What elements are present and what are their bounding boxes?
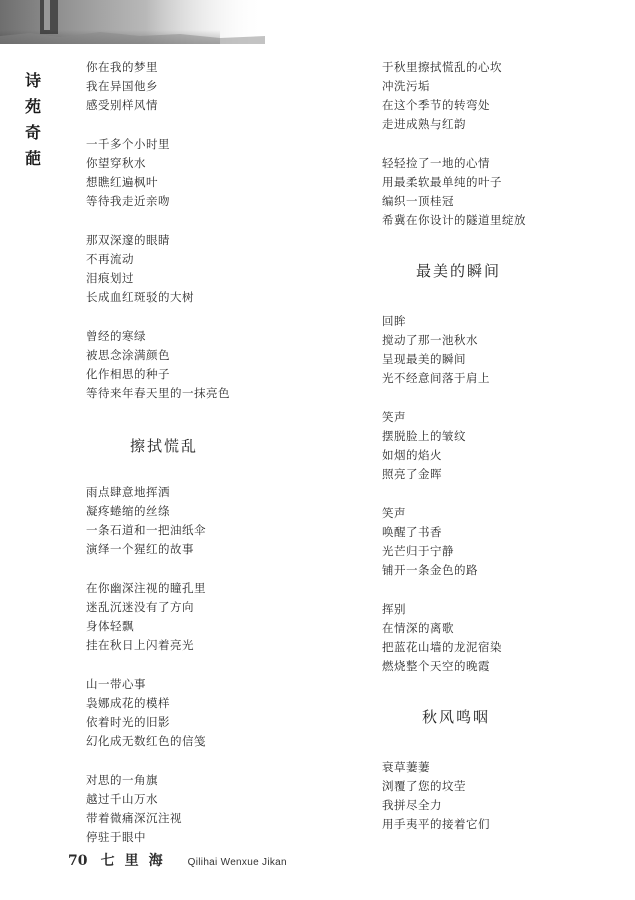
stanza	[86, 483, 316, 559]
poem-line: 那双深邃的眼睛	[86, 233, 170, 247]
poem-line: 等待我走近亲吻	[86, 194, 170, 208]
column-tag-char: 葩	[24, 149, 41, 168]
poem-line: 笑声	[382, 506, 406, 520]
poem-line: 想瞧红遍枫叶	[86, 175, 158, 189]
poem-line: 冲洗污垢	[382, 79, 430, 93]
stanza	[382, 312, 622, 388]
poem-line: 你在我的梦里	[86, 60, 158, 74]
stanza	[86, 231, 316, 307]
stanza	[382, 154, 622, 230]
header-photo	[0, 0, 265, 44]
poem-line: 越过千山万水	[86, 792, 158, 806]
poem-title: 最美的瞬间	[416, 262, 502, 280]
column-tag-char: 苑	[24, 97, 41, 116]
poem-line: 衰草萋萋	[382, 760, 430, 774]
poem-line: 光不经意间落于肩上	[382, 371, 490, 385]
stanza	[382, 504, 622, 580]
column-tag-char: 奇	[24, 123, 41, 142]
poem-line: 一千多个小时里	[86, 137, 170, 151]
stanza	[382, 408, 622, 484]
stanza	[382, 600, 622, 676]
poem-line: 编织一顶桂冠	[382, 194, 454, 208]
poem-line: 在情深的离歌	[382, 621, 454, 635]
poem-line: 我在异国他乡	[86, 79, 158, 93]
poem-line: 长成血红斑驳的大树	[86, 290, 194, 304]
poem-line: 挂在秋日上闪着亮光	[86, 638, 194, 652]
left-column	[86, 58, 316, 847]
column-tag-char: 诗	[24, 71, 41, 90]
poem-line: 依着时光的旧影	[86, 715, 170, 729]
poem-line: 用手夷平的接着它们	[382, 817, 490, 831]
poem-line: 身体轻飘	[86, 619, 134, 633]
poem-line: 感受别样风情	[86, 98, 158, 112]
poem-line: 幻化成无数红色的信笺	[86, 734, 206, 748]
poem-line: 停驻于眼中	[86, 830, 146, 844]
poem-line: 浏覆了您的坟茔	[382, 779, 466, 793]
poem-line: 摆脱脸上的皱纹	[382, 429, 466, 443]
poem-line: 演绎一个猩红的故事	[86, 542, 194, 556]
page-footer	[68, 846, 287, 874]
poem-line: 泪痕划过	[86, 271, 134, 285]
poem-line: 不再流动	[86, 252, 134, 266]
poem-line: 被思念涂满颜色	[86, 348, 170, 362]
poem-line: 把蓝花山墙的龙泥宿染	[382, 640, 502, 654]
poem-line: 呈现最美的瞬间	[382, 352, 466, 366]
stanza	[382, 758, 622, 834]
poem-line: 化作相思的种子	[86, 367, 170, 381]
right-column	[382, 58, 622, 834]
poem-line: 光芒归于宁静	[382, 544, 454, 558]
poem-line: 走进成熟与红韵	[382, 117, 466, 131]
poem-title: 擦拭慌乱	[130, 437, 199, 455]
poem-line: 回眸	[382, 314, 406, 328]
column-tag	[22, 68, 44, 172]
poem-line: 你望穿秋水	[86, 156, 146, 170]
poem-line: 唤醒了书香	[382, 525, 442, 539]
poem-line: 等待来年春天里的一抹亮色	[86, 386, 230, 400]
stanza	[86, 579, 316, 655]
poem-line: 搅动了那一池秋水	[382, 333, 478, 347]
poem-line: 在这个季节的转弯处	[382, 98, 490, 112]
poem-line: 曾经的寒绿	[86, 329, 146, 343]
poem-line: 迷乱沉迷没有了方向	[86, 600, 194, 614]
poem-line: 雨点肆意地挥洒	[86, 485, 170, 499]
poem-line: 我拼尽全力	[382, 798, 442, 812]
poem-line: 带着微痛深沉注视	[86, 811, 182, 825]
poem-line: 袅娜成花的模样	[86, 696, 170, 710]
poem-line: 笑声	[382, 410, 406, 424]
poem-line: 燃烧整个天空的晚霞	[382, 659, 490, 673]
poem-title: 秋风鸣咽	[422, 708, 491, 726]
poem-line: 照亮了金晖	[382, 467, 442, 481]
poem-line: 轻轻捡了一地的心情	[382, 156, 490, 170]
poem-line: 一条石道和一把油纸伞	[86, 523, 206, 537]
poem-line: 在你幽深注视的瞳孔里	[86, 581, 206, 595]
poem-line: 凝疼蜷缩的丝绦	[86, 504, 170, 518]
stanza	[86, 327, 316, 403]
poem-line: 山一带心事	[86, 677, 146, 691]
stanza	[86, 771, 316, 847]
poem-line: 于秋里擦拭慌乱的心坎	[382, 60, 502, 74]
stanza	[382, 58, 622, 134]
poem-line: 用最柔软最单纯的叶子	[382, 175, 502, 189]
magazine-pinyin: Qilihai Wenxue Jikan	[187, 857, 287, 868]
stanza	[86, 58, 316, 115]
page-number: 70	[68, 853, 88, 869]
poem-line: 如烟的焰火	[382, 448, 442, 462]
header-photo-graphic	[0, 0, 265, 44]
poem-line: 希冀在你设计的隧道里绽放	[382, 213, 526, 227]
magazine-name: 七里海	[100, 853, 173, 869]
poem-line: 铺开一条金色的路	[382, 563, 478, 577]
poem-line: 对思的一角旗	[86, 773, 158, 787]
stanza	[86, 675, 316, 751]
poem-line: 挥别	[382, 602, 406, 616]
stanza	[86, 135, 316, 211]
